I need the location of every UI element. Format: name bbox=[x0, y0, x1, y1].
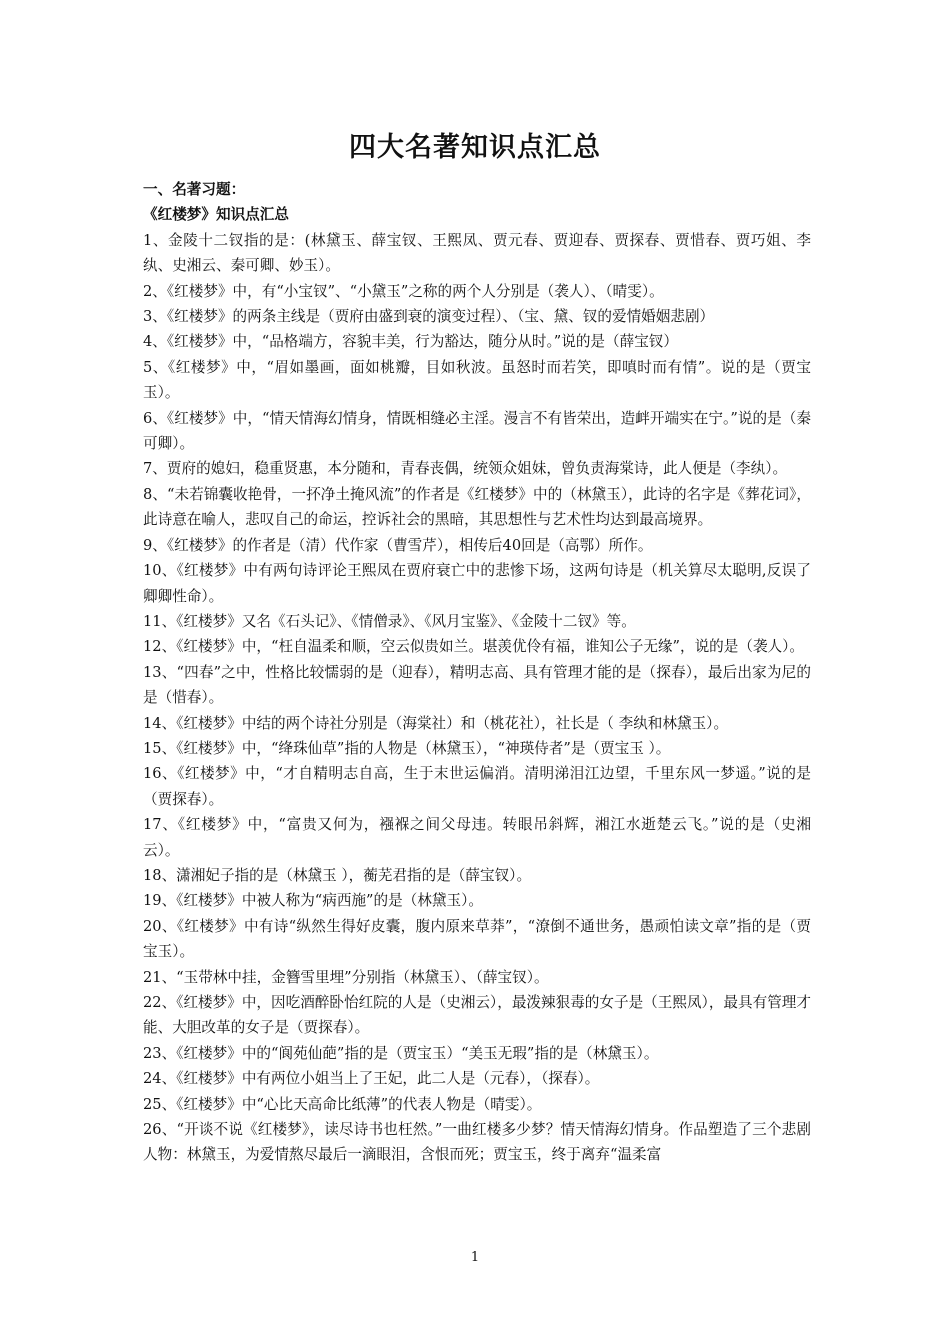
question-item: 8、“未若锦囊收艳骨，一抔净土掩风流”的作者是《红楼梦》中的（林黛玉），此诗的名字是《葬花词》，此诗意在喻人，悲叹自己的命运，控诉社会的黑暗，其思想性与艺术性均达到最高境界。 bbox=[143, 485, 811, 529]
question-item: 17、《红楼梦》中，“富贵又何为，襁褓之间父母违。转眼吊斜辉，湘江水逝楚云飞。”说的是（史湘云）。 bbox=[143, 816, 811, 859]
question-item: 18、潇湘妃子指的是（林黛玉 ），蘅芜君指的是（薛宝钗）。 bbox=[143, 866, 532, 884]
question-item: 15、《红楼梦》中，“绛珠仙草”指的人物是（林黛玉），“神瑛侍者”是（贾宝玉 ）。 bbox=[143, 739, 671, 757]
question-item: 12、《红楼梦》中，“枉自温柔和顺，空云似贵如兰。堪羡优伶有福，谁知公子无缘”，说的是（袭人）。 bbox=[143, 638, 805, 656]
question-item: 20、《红楼梦》中有诗“纵然生得好皮囊，腹内原来草莽”，“潦倒不通世务，愚顽怕读文章”指的是（贾宝玉）。 bbox=[143, 917, 811, 961]
question-list bbox=[143, 228, 811, 1168]
question-item: 11、《红楼梦》又名《石头记》、《情僧录》、《风月宝鉴》、《金陵十二钗》等。 bbox=[143, 612, 636, 630]
subsection-heading: 《红楼梦》知识点汇总 bbox=[143, 206, 289, 224]
page-number: 1 bbox=[470, 1250, 480, 1265]
question-item: 24、《红楼梦》中有两位小姐当上了王妃，此二人是（元春），（探春）。 bbox=[143, 1070, 600, 1088]
section-heading: 一、名著习题： bbox=[143, 181, 246, 198]
question-item: 1、金陵十二钗指的是：(林黛玉、薛宝钗、王熙凤、贾元春、贾迎春、贾探春、贾惜春、贾巧姐、李纨、史湘云、秦可卿、妙玉）。 bbox=[143, 231, 811, 275]
question-item: 7、贾府的媳妇，稳重贤惠，本分随和，青春丧偶，统领众姐妹，曾负责海棠诗，此人便是（李纨）。 bbox=[143, 460, 788, 478]
question-item: 19、《红楼梦》中被人称为“病西施”的是（林黛玉）。 bbox=[143, 892, 483, 910]
question-item: 22、《红楼梦》中，因吃酒醉卧怡红院的人是（史湘云），最泼辣狠毒的女子是（王熙凤），最具有管理才能、大胆改革的女子是（贾探春）。 bbox=[143, 994, 811, 1037]
question-item: 13、“四春”之中，性格比较懦弱的是（迎春），精明志高、具有管理才能的是（探春），最后出家为尼的是（惜春）。 bbox=[143, 663, 811, 707]
question-item: 25、《红楼梦》中“心比天高命比纸薄”的代表人物是（晴雯）。 bbox=[143, 1095, 542, 1113]
page-title: 四大名著知识点汇总 bbox=[349, 132, 601, 163]
question-item: 23、《红楼梦》中的“阆苑仙葩”指的是（贾宝玉）“美玉无瑕”指的是（林黛玉）。 bbox=[143, 1044, 659, 1062]
question-item: 26、“开谈不说《红楼梦》，读尽诗书也枉然。”一曲红楼多少梦？情天情海幻情身。作品塑造了三个悲剧人物：林黛玉，为爱情熬尽最后一滴眼泪，含恨而死；贾宝玉，终于离弃“温柔富 bbox=[143, 1121, 811, 1164]
question-item: 9、《红楼梦》的作者是（清）代作家（曹雪芹），相传后40回是（高鄂）所作。 bbox=[143, 536, 653, 554]
question-item: 4、《红楼梦》中，“品格端方，容貌丰美，行为豁达，随分从时。”说的是（薛宝钗） bbox=[143, 333, 678, 351]
question-item: 21、“玉带林中挂，金簪雪里埋”分别指（林黛玉）、（薛宝钗）。 bbox=[143, 968, 549, 986]
question-item: 5、《红楼梦》中，“眉如墨画，面如桃瓣，目如秋波。虽怒时而若笑，即嗔时而有情”。说的是（贾宝玉）。 bbox=[143, 358, 811, 402]
question-item: 10、《红楼梦》中有两句诗评论王熙凤在贾府衰亡中的悲惨下场，这两句诗是（机关算尽太聪明,反误了卿卿性命）。 bbox=[143, 562, 811, 605]
question-item: 14、《红楼梦》中结的两个诗社分别是（海棠社）和（桃花社），社长是（ 李纨和林黛玉）。 bbox=[143, 714, 729, 732]
question-item: 2、《红楼梦》中，有“小宝钗”、“小黛玉”之称的两个人分别是（袭人）、（晴雯）。 bbox=[143, 282, 664, 300]
document-body bbox=[143, 177, 811, 1168]
question-item: 3、《红楼梦》的两条主线是（贾府由盛到衰的演变过程）、（宝、黛、钗的爱情婚姻悲剧） bbox=[143, 308, 715, 326]
question-item: 6、《红楼梦》中，“情天情海幻情身，情既相缝必主淫。漫言不有皆荣出，造衅开端实在宁。”说的是（秦可卿）。 bbox=[143, 409, 811, 453]
question-item: 16、《红楼梦》中，“才自精明志自高，生于末世运偏消。清明涕泪江边望，千里东风一梦遥。”说的是（贾探春）。 bbox=[143, 765, 811, 808]
